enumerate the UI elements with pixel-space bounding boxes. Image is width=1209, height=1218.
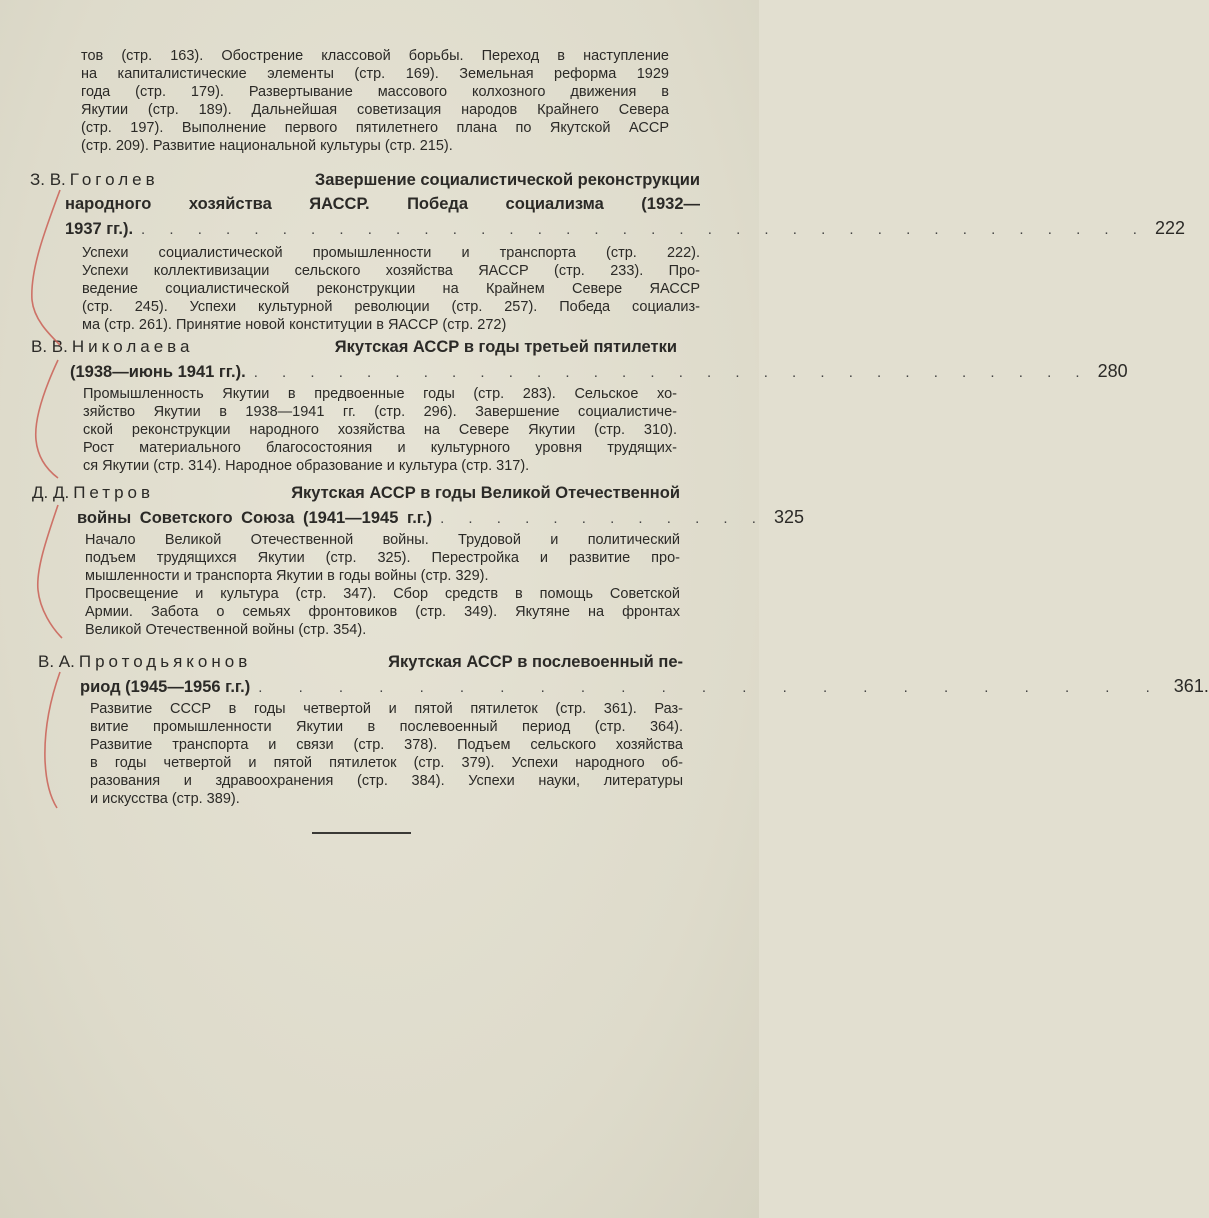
author-initials: В. А. (38, 652, 75, 671)
entry-heading-line (38, 674, 1209, 698)
summary-line: ведение социалистической реконструкции на Крайнем Севере ЯАССР (82, 281, 700, 297)
author-initials: З. В. (30, 170, 66, 189)
entry-heading-line (32, 481, 680, 505)
toc-entry-gogolev (30, 168, 1185, 334)
page-number: 361. (1173, 676, 1209, 696)
entry-heading-line (30, 192, 700, 216)
summary-line: витие промышленности Якутии в послевоенный период (стр. 364). (90, 719, 683, 735)
summary-line: тов (стр. 163). Обострение классовой борьбы. Переход в наступление (81, 48, 669, 64)
summary-line: мышленности и транспорта Якутии в годы войны (стр. 329). (85, 568, 489, 584)
author-initials: Д. Д. (32, 483, 70, 502)
summary-line: года (стр. 179). Развертывание массового колхозного движения в (81, 84, 669, 100)
author-initials: В. В. (31, 337, 68, 356)
entry-heading-line (31, 359, 1128, 383)
entry-summary (31, 385, 677, 475)
page-number: 280 (1097, 361, 1128, 381)
dot-leader: . . . . . . . . . . . . . . . . . . . . . . . . . . . . . . . . . . . . (141, 221, 1147, 238)
author-name: Протодьяконов (78, 652, 252, 671)
summary-line: Промышленность Якутии в предвоенные годы (стр. 283). Сельское хо- (83, 386, 677, 402)
toc-entry-protodyakonov (38, 650, 1209, 808)
summary-line: разования и здравоохранения (стр. 384). Успехи науки, литературы (90, 773, 683, 789)
entry-summary (38, 700, 683, 808)
entry-summary (30, 244, 700, 334)
entry-title: Завершение социалистической реконструкции (314, 171, 700, 189)
entry-heading-line (31, 335, 677, 359)
summary-line: (стр. 245). Успехи культурной революции (стр. 257). Победа социализ- (82, 299, 700, 315)
dot-leader: . . . . . . . . . . . . . . . . . . . . . . . (258, 679, 1166, 696)
summary-line: зяйство Якутии в 1938—1941 гг. (стр. 296). Завершение социалистиче- (83, 404, 677, 420)
summary-line: Развитие транспорта и связи (стр. 378). Подъем сельского хозяйства (90, 737, 683, 753)
summary-line: Просвещение и культура (стр. 347). Сбор средств в помощь Советской (85, 586, 680, 602)
entry-title: народного хозяйства ЯАССР. Победа социализма (1932— (65, 195, 700, 213)
dot-leader: . . . . . . . . . . . . (440, 510, 766, 527)
entry-heading-line (30, 168, 700, 192)
author-name: Гоголев (69, 170, 159, 189)
summary-line: Начало Великой Отечественной войны. Трудовой и политический (85, 532, 680, 548)
summary-line: Успехи социалистической промышленности и транспорта (стр. 222). (82, 245, 700, 261)
summary-line: Рост материального благосостояния и культурного уровня трудящих- (83, 440, 677, 456)
summary-line: Развитие СССР в годы четвертой и пятой пятилеток (стр. 361). Раз- (90, 701, 683, 717)
entry-title: Якутская АССР в годы Великой Отечественной (291, 484, 680, 502)
entry-title: (1938—июнь 1941 гг.). (70, 363, 246, 381)
summary-line: Якутии (стр. 189). Дальнейшая советизация народов Крайнего Севера (81, 102, 669, 118)
page-number: 325 (773, 507, 804, 527)
entry-title: Якутская АССР в годы третьей пятилетки (334, 338, 677, 356)
entry-title: 1937 гг.). (65, 220, 134, 238)
entry-heading-line (30, 216, 1185, 240)
summary-line: ма (стр. 261). Принятие новой конституции в ЯАССР (стр. 272) (82, 317, 507, 333)
page-number: 222 (1154, 218, 1185, 238)
summary-line: (стр. 209). Развитие национальной культуры (стр. 215). (81, 138, 453, 154)
entry-summary (32, 531, 680, 639)
summary-line: Армии. Забота о семьях фронтовиков (стр. 349). Якутяне на фронтах (85, 604, 680, 620)
summary-line: подъем трудящихся Якутии (стр. 325). Перестройка и развитие про- (85, 550, 680, 566)
entry-title: риод (1945—1956 г.г.) (80, 678, 251, 696)
summary-line: ся Якутии (стр. 314). Народное образование и культура (стр. 317). (83, 458, 530, 474)
summary-line: (стр. 197). Выполнение первого пятилетнего плана по Якутской АССР (81, 120, 669, 136)
author-name: Николаева (71, 337, 194, 356)
toc-entry-nikolaeva (31, 335, 1128, 475)
summary-line: и искусства (стр. 389). (90, 791, 240, 807)
dot-leader: . . . . . . . . . . . . . . . . . . . . . . . . . . . . . . (253, 364, 1090, 381)
summary-line: на капиталистические элементы (стр. 169). Земельная реформа 1929 (81, 66, 669, 82)
toc-entry-petrov (32, 481, 804, 639)
entry-heading-line (38, 650, 683, 674)
summary-line: в годы четвертой и пятой пятилеток (стр. 379). Успехи народного об- (90, 755, 683, 771)
author-name: Петров (73, 483, 155, 502)
end-rule (312, 832, 411, 834)
intro-summary (81, 47, 669, 155)
summary-line: ской реконструкции народного хозяйства на Севере Якутии (стр. 310). (83, 422, 677, 438)
summary-line: Успехи коллективизации сельского хозяйства ЯАССР (стр. 233). Про- (82, 263, 700, 279)
summary-line: Великой Отечественной войны (стр. 354). (85, 622, 367, 638)
entry-heading-line (32, 505, 804, 529)
entry-title: Якутская АССР в послевоенный пе- (388, 653, 683, 671)
entry-title: войны Советского Союза (1941—1945 г.г.) (77, 509, 433, 527)
